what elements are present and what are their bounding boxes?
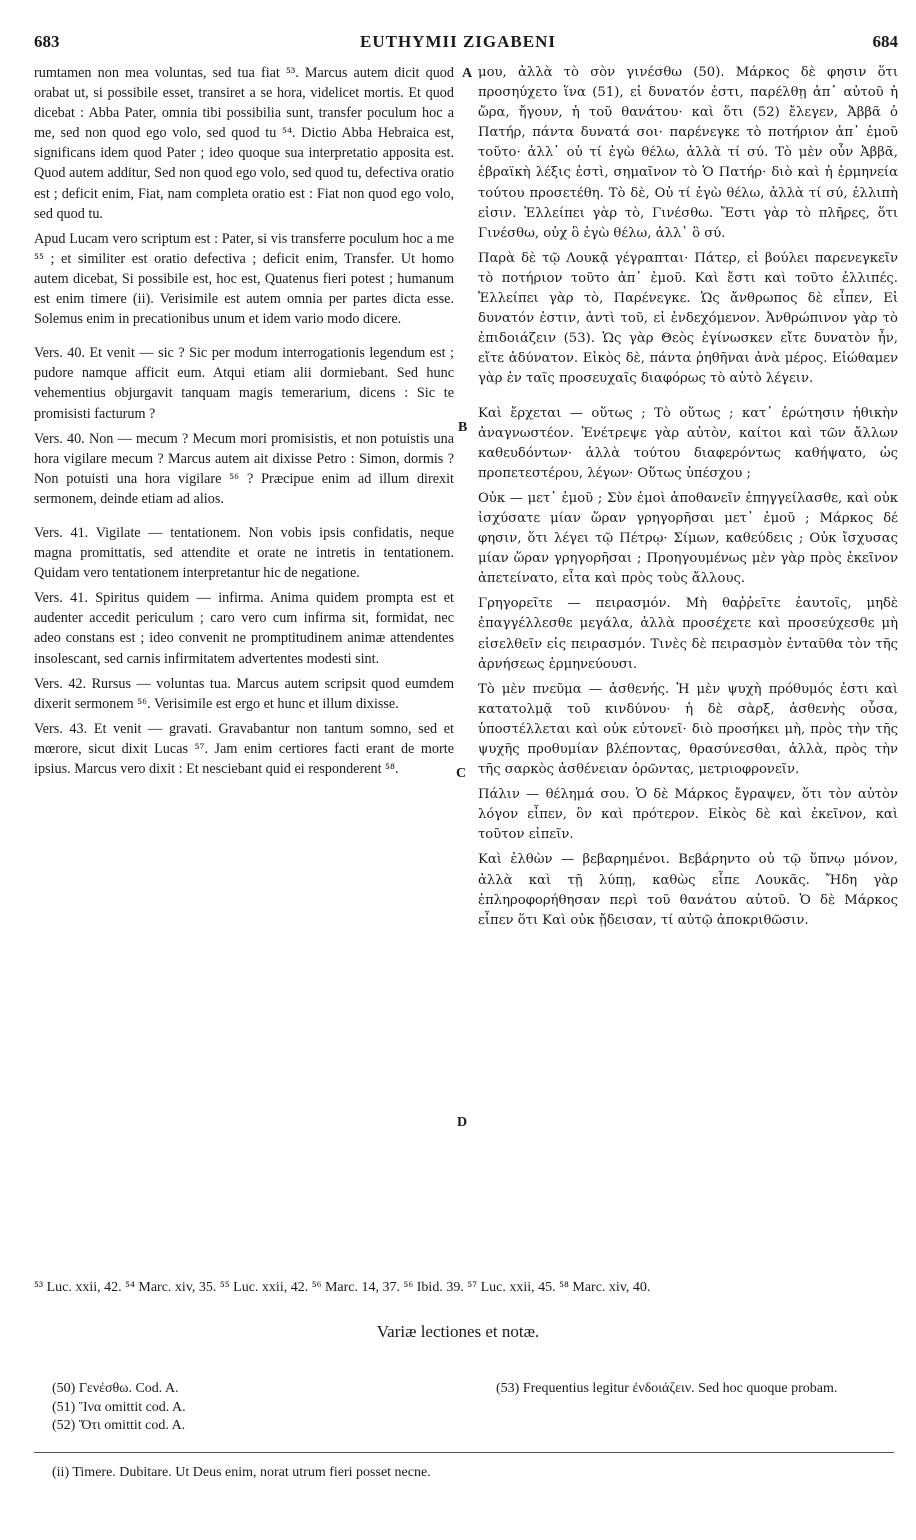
running-title: EUTHYMII ZIGABENI	[359, 32, 556, 51]
greek-paragraph: μου, ἀλλὰ τὸ σὸν γινέσθω (50). Μάρκος δὲ φησιν ὅτι προσηύχετο ἵνα (51), εἰ δυνατόν ἐστι, παρέλθῃ ἀπ᾿ αὐτοῦ ἡ ὥρα, ἤγουν, ἡ τοῦ θανάτου· καὶ ὅτι (52) ἔλεγεν, Ἀββᾶ ὁ Πατήρ, πάντα δυνατά σοι· παρένεγκε τὸ ποτήριον ἀπ᾿ ἐμοῦ τοῦτο· ἀλλ᾿ οὐ τί ἐγὼ θέλω, ἀλλὰ τί σύ. Τὸ μὲν οὖν Ἀββᾶ, ἑβραϊκὴ λέξις ἐστὶ, σημαῖνον τὸ Ὁ Πατήρ· διὸ καὶ ἡ ἑρμηνεία τούτου προσετέθη. Τὸ δὲ, Οὐ τί ἐγὼ θέλω, ἀλλὰ τί σύ, ἐλλιπὴ εἰσιν. Ἐλλείπει γὰρ τὸ, Γινέσθω. Ἔστι γὰρ τὸ πλῆρες, ὅτι Γινέσθω, οὐχ ὃ ἐγὼ θέλω, ἀλλ᾿ ὃ σύ.	[478, 65, 898, 241]
greek-paragraph: Παρὰ δὲ τῷ Λουκᾷ γέγραπται· Πάτερ, εἰ βούλει παρενεγκεῖν τὸ ποτήριον τοῦτο ἀπ᾿ ἐμοῦ. Καὶ ἔστι καὶ τοῦτο ἐλλιπές. Ἐλλείπει γὰρ τὸ, Παρένεγκε. Ὡς ἄνθρωπος δὲ εἶπεν, Εἰ δυνατόν ἐστιν, ἀντὶ τοῦ, εἰ ἐνδεχόμενον. Ἀνθρώπινον γὰρ τὸ ἐπιδοιάζειν (53). Ὡς γὰρ Θεὸς ἐγίνωσκεν εἴτε δυνατὸν ἦν, εἴτε ἀδύνατον. Εἰκὸς δὲ, πάντα ῥηθῆναι ἀνὰ μέρος. Εἰώθαμεν γὰρ ἐν ταῖς προσευχαῖς διαφόρως τὸ αὐτὸ λέγειν.	[478, 250, 898, 387]
latin-paragraph: Apud Lucam vero scriptum est : Pater, si vis transferre poculum hoc a me ⁵⁵ ; et similiter est oratio defectiva ; deficit enim, Transfer. Ut homo autem dicebat, Si possibile est, hoc est, Quatenus fieri potest ; humanum est enim timere (ii). Verisimile est autem omnia per partes dicta esse. Solemus enim in precationibus unum et idem vario modo dicere.	[34, 230, 454, 328]
greek-paragraph: Γρηγορεῖτε — πειρασμόν. Μὴ θαῤῥεῖτε ἑαυτοῖς, μηδὲ ἐπαγγέλλεσθε μεγάλα, ἀλλὰ προσέχετε καὶ προσεύχεσθε μὴ εἰσελθεῖν εἰς πειρασμόν. Τινὲς δὲ πειρασμὸν ἐνταῦθα τὸν τῆς ἀρνήσεως ἑρμηνεύουσι.	[478, 596, 898, 672]
greek-paragraph: Οὐκ — μετ᾿ ἐμοῦ ; Σὺν ἐμοὶ ἀποθανεῖν ἐπηγγείλασθε, καὶ οὐκ ἰσχύσατε μίαν ὥραν γρηγορῆσαι μετ᾿ ἐμοῦ ; Μάρκος δέ φησιν, ὅτι λέγει τῷ Πέτρῳ· Σίμων, καθεύδεις ; Οὐκ ἴσχυσας μίαν ὥραν γρηγορῆσαι ; Προηγουμένως μὲν γὰρ πρὸς ἐκεῖνον ἀπετείνατο, εἶτα καὶ πρὸς τοὺς ἄλλους.	[478, 490, 898, 587]
margin-marker-d: D	[457, 1115, 468, 1130]
variant-reading: (50) Γενέσθω. Cod. A.	[52, 1381, 179, 1396]
variae-lectiones-title: Variæ lectiones et notæ.	[376, 1322, 540, 1341]
latin-paragraph: Vers. 41. Spiritus quidem — infirma. Anima quidem prompta est et audenter accedit periculum ; caro vero cum infirma sit, formidat, nec adeo constans est ; ideo convenit ne promptitudinem animæ attendentes insolescant, sed carnis infirmitatem advertentes modesti sint.	[34, 590, 454, 667]
latin-column	[34, 63, 454, 784]
variant-reading: (51) Ἵνα omittit cod. A.	[52, 1399, 186, 1415]
note-ii: (ii) Timere. Dubitare. Ut Deus enim, norat utrum fieri posset necne.	[52, 1465, 431, 1480]
separator-rule	[34, 1452, 894, 1453]
footnotes: ⁵³ Luc. xxii, 42. ⁵⁴ Marc. xiv, 35. ⁵⁵ Luc. xxii, 42. ⁵⁶ Marc. 14, 37. ⁵⁶ Ibid. 39. ⁵⁷ Luc. xxii, 45. ⁵⁸ Marc. xiv, 40.	[34, 1280, 651, 1295]
greek-paragraph: Καὶ ἐλθὼν — βεβαρημένοι. Βεβάρηντο οὐ τῷ ὕπνῳ μόνον, ἀλλὰ καὶ τῇ λύπῃ, καθὼς εἶπε Λουκᾶς. Ἤδη γὰρ ἐπληροφορήθησαν περὶ τοῦ θανάτου αὐτοῦ. Ὁ δὲ Μάρκος εἶπεν ὅτι Καὶ οὐκ ᾔδεισαν, τί αὐτῷ ἀποκριθῶσιν.	[478, 852, 898, 928]
margin-marker-c: C	[456, 766, 467, 781]
page-number-right: 684	[872, 32, 898, 51]
greek-paragraph: Τὸ μὲν πνεῦμα — ἀσθενής. Ἡ μὲν ψυχὴ πρόθυμός ἐστι καὶ κατατολμᾷ τοῦ κινδύνου· ἡ δὲ σὰρξ, ἀσθενὴς οὖσα, ὑποστέλλεται καὶ οὐκ εὐτονεῖ· διὸ προσήκει μὴ, πρὸς τὴν τῆς ψυχῆς προθυμίαν βλέποντας, θρασύνεσθαι, ἀλλὰ, πρὸς τὴν τῆς σαρκὸς ἀσθένειαν ὁρῶντας, μετριοφρονεῖν.	[478, 681, 898, 778]
margin-marker-b: B	[458, 420, 468, 435]
variae-right-column	[496, 1380, 888, 1399]
greek-paragraph: Πάλιν — θέλημά σου. Ὁ δὲ Μάρκος ἔγραψεν, ὅτι τὸν αὐτὸν λόγον εἶπεν, ὃν καὶ πρότερον. Εἰκὸς δὲ καὶ ἐκεῖνον, καὶ τοῦτον εἰπεῖν.	[478, 787, 898, 843]
latin-paragraph: Vers. 40. Et venit — sic ? Sic per modum interrogationis legendum est ; pudore namque afficit eum. Atqui etiam alii dormiebant. Sed hunc vehementius objurgavit tanquam magis temerarium, dicens : Sic te promisisti facturum ?	[34, 345, 454, 422]
greek-paragraph: Καὶ ἔρχεται — οὕτως ; Τὸ οὕτως ; κατ᾿ ἐρώτησιν ἠθικὴν ἀναγνωστέον. Ἐνέτρεψε γὰρ αὐτὸν, καίτοι καὶ τῶν ἄλλων καθευδόντων· ἀλλὰ τούτου διαφερόντως καθήψατο, ὡς προπετεστέρου, λέγων· Οὕτως ὑπέσχου ;	[478, 405, 898, 481]
margin-marker-a: A	[462, 66, 473, 81]
latin-paragraph: Vers. 43. Et venit — gravati. Gravabantur non tantum somno, sed et mœrore, sicut dixit Lucas ⁵⁷. Jam enim certiores facti erant de morte ipsius. Marcus vero dixit : Et nesciebant quid ei responderent ⁵⁸.	[34, 720, 454, 777]
variant-reading: (52) Ὅτι omittit cod. A.	[52, 1418, 186, 1433]
greek-column	[478, 63, 898, 936]
variae-left-column	[52, 1380, 452, 1436]
variant-reading: (53) Frequentius legitur ἐνδοιάζειν. Sed hoc quoque probam.	[496, 1381, 838, 1396]
page-number-left: 683	[34, 32, 60, 51]
latin-paragraph: Vers. 42. Rursus — voluntas tua. Marcus autem scripsit quod eumdem dixerit sermonem ⁵⁶. Verisimile est ergo et hunc et illum dixisse.	[34, 675, 454, 712]
latin-paragraph: Vers. 40. Non — mecum ? Mecum mori promisistis, et non potuistis una hora vigilare mecum ? Marcus autem ait dixisse Petro : Simon, dormis ? Non potuisti una hora vigilare ⁵⁶ ? Præcipue enim ad illum direxit sermonem, deinde etiam ad alios.	[34, 430, 454, 507]
latin-paragraph: Vers. 41. Vigilate — tentationem. Non vobis ipsis confidatis, neque magna promittatis, sed attendite et orate ne intretis in tentationem. Quidam vero tentationem interpretantur hic de negatione.	[34, 524, 454, 582]
latin-paragraph: rumtamen non mea voluntas, sed tua fiat ⁵³. Marcus autem dicit quod orabat ut, si possibile esset, transiret a se hora, videlicet mortis. Et quod dicebat : Abba Pater, omnia tibi possibilia sunt, transfer poculum hoc a me, sed non quod ego volo, sed quod tu ⁵⁴. Dictio Abba Hebraica est, significans idem quod Pater ; ideo quoque sua interpretatio apposita est. Quod autem additur, Sed non quod ego volo, sed quod tu, defectiva oratio est ; deficit enim, Fiat, nam completa oratio est : Fiat non quod ego volo, sed quod tu.	[34, 65, 454, 222]
